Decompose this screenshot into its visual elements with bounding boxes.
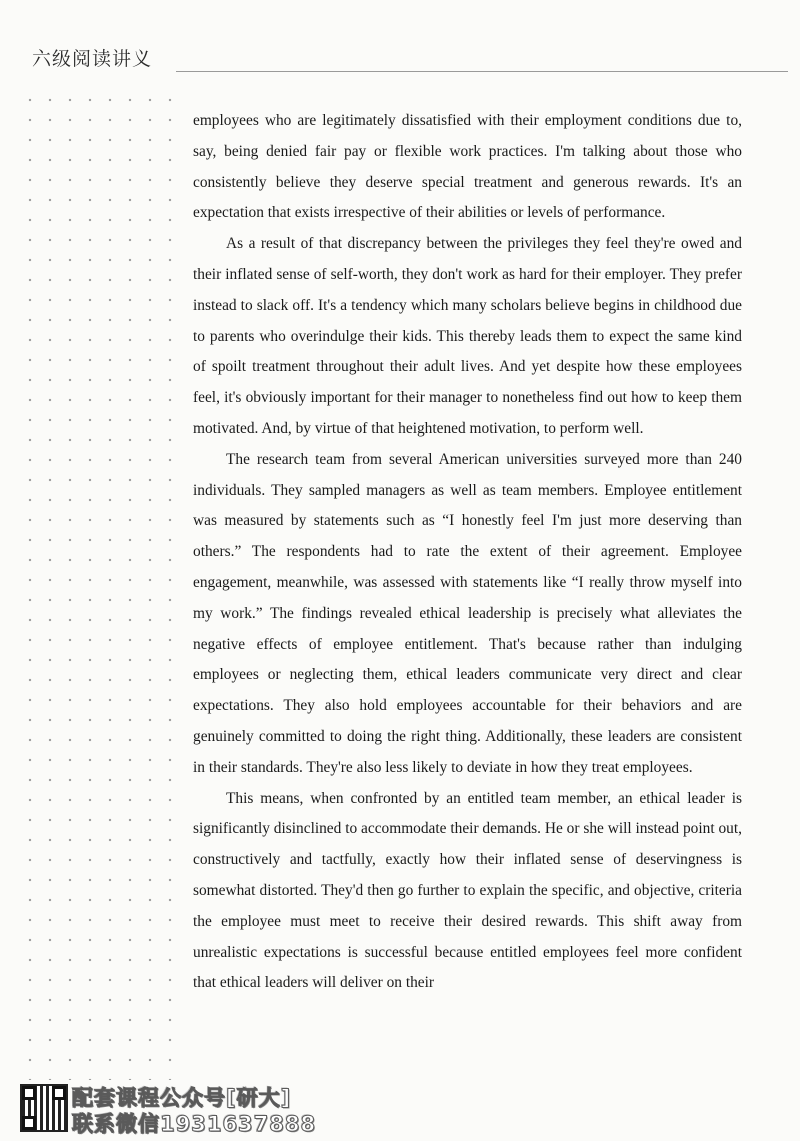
footer-watermark (16, 1080, 316, 1136)
footer-line-2: 联系微信1931637888 (72, 1112, 317, 1136)
qr-code-icon (20, 1084, 68, 1132)
paragraph-1: employees who are legitimately dissatisfied with their employment conditions due to, say, being denied fair pay or flexible work practices. I'm talking about those who consistently believe they deserve special treatment and generous rewards. It's an expectation that exists irrespective of their abilities or levels of performance. (193, 112, 742, 222)
footer-line-1: 配套课程公众号[研大] (72, 1086, 292, 1110)
dot-grid-margin (20, 90, 180, 1080)
paragraph-4: This means, when confronted by an entitled team member, an ethical leader is significantly disinclined to accommodate their demands. He or she will instead point out, constructively and tactfully, exactly how their inflated sense of deservingness is somewhat distorted. They'd then go further to explain the specific, and objective, criteria the employee must meet to receive their desired rewards. This shift away from unrealistic expectations is successful because entitled employees feel more confident that ethical leaders will deliver on their (193, 789, 742, 992)
page-header-title: 六级阅读讲义 (32, 48, 153, 70)
body-text (193, 106, 742, 999)
paragraph-3: The research team from several American universities surveyed more than 240 individuals. They sampled managers as well as team members. Employee entitlement was measured by statements such as “I honestly feel I'm just more deserving than others.” The respondents had to rate the extent of their agreement. Employee engagement, meanwhile, was assessed with statements like “I really throw myself into my work.” The findings revealed ethical leadership is precisely what alleviates the negative effects of employee entitlement. That's because rather than indulging employees or neglecting them, ethical leaders communicate very direct and clear expectations. They also hold employees accountable for their behaviors and are genuinely committed to doing the right thing. Additionally, these leaders are consistent in their standards. They're also less likely to deviate in how they treat employees. (193, 450, 742, 776)
header-rule (176, 71, 788, 72)
paragraph-2: As a result of that discrepancy between the privileges they feel they're owed and their inflated sense of self-worth, they don't work as hard for their employer. They prefer instead to slack off. It's a tendency which many scholars believe begins in childhood due to parents who overindulge their kids. This thereby leads them to expect the same kind of spoilt treatment throughout their adult lives. And yet despite how these employees feel, it's obviously important for their manager to nonetheless find out how to keep them motivated. And, by virtue of that heightened motivation, to perform well. (193, 235, 742, 437)
